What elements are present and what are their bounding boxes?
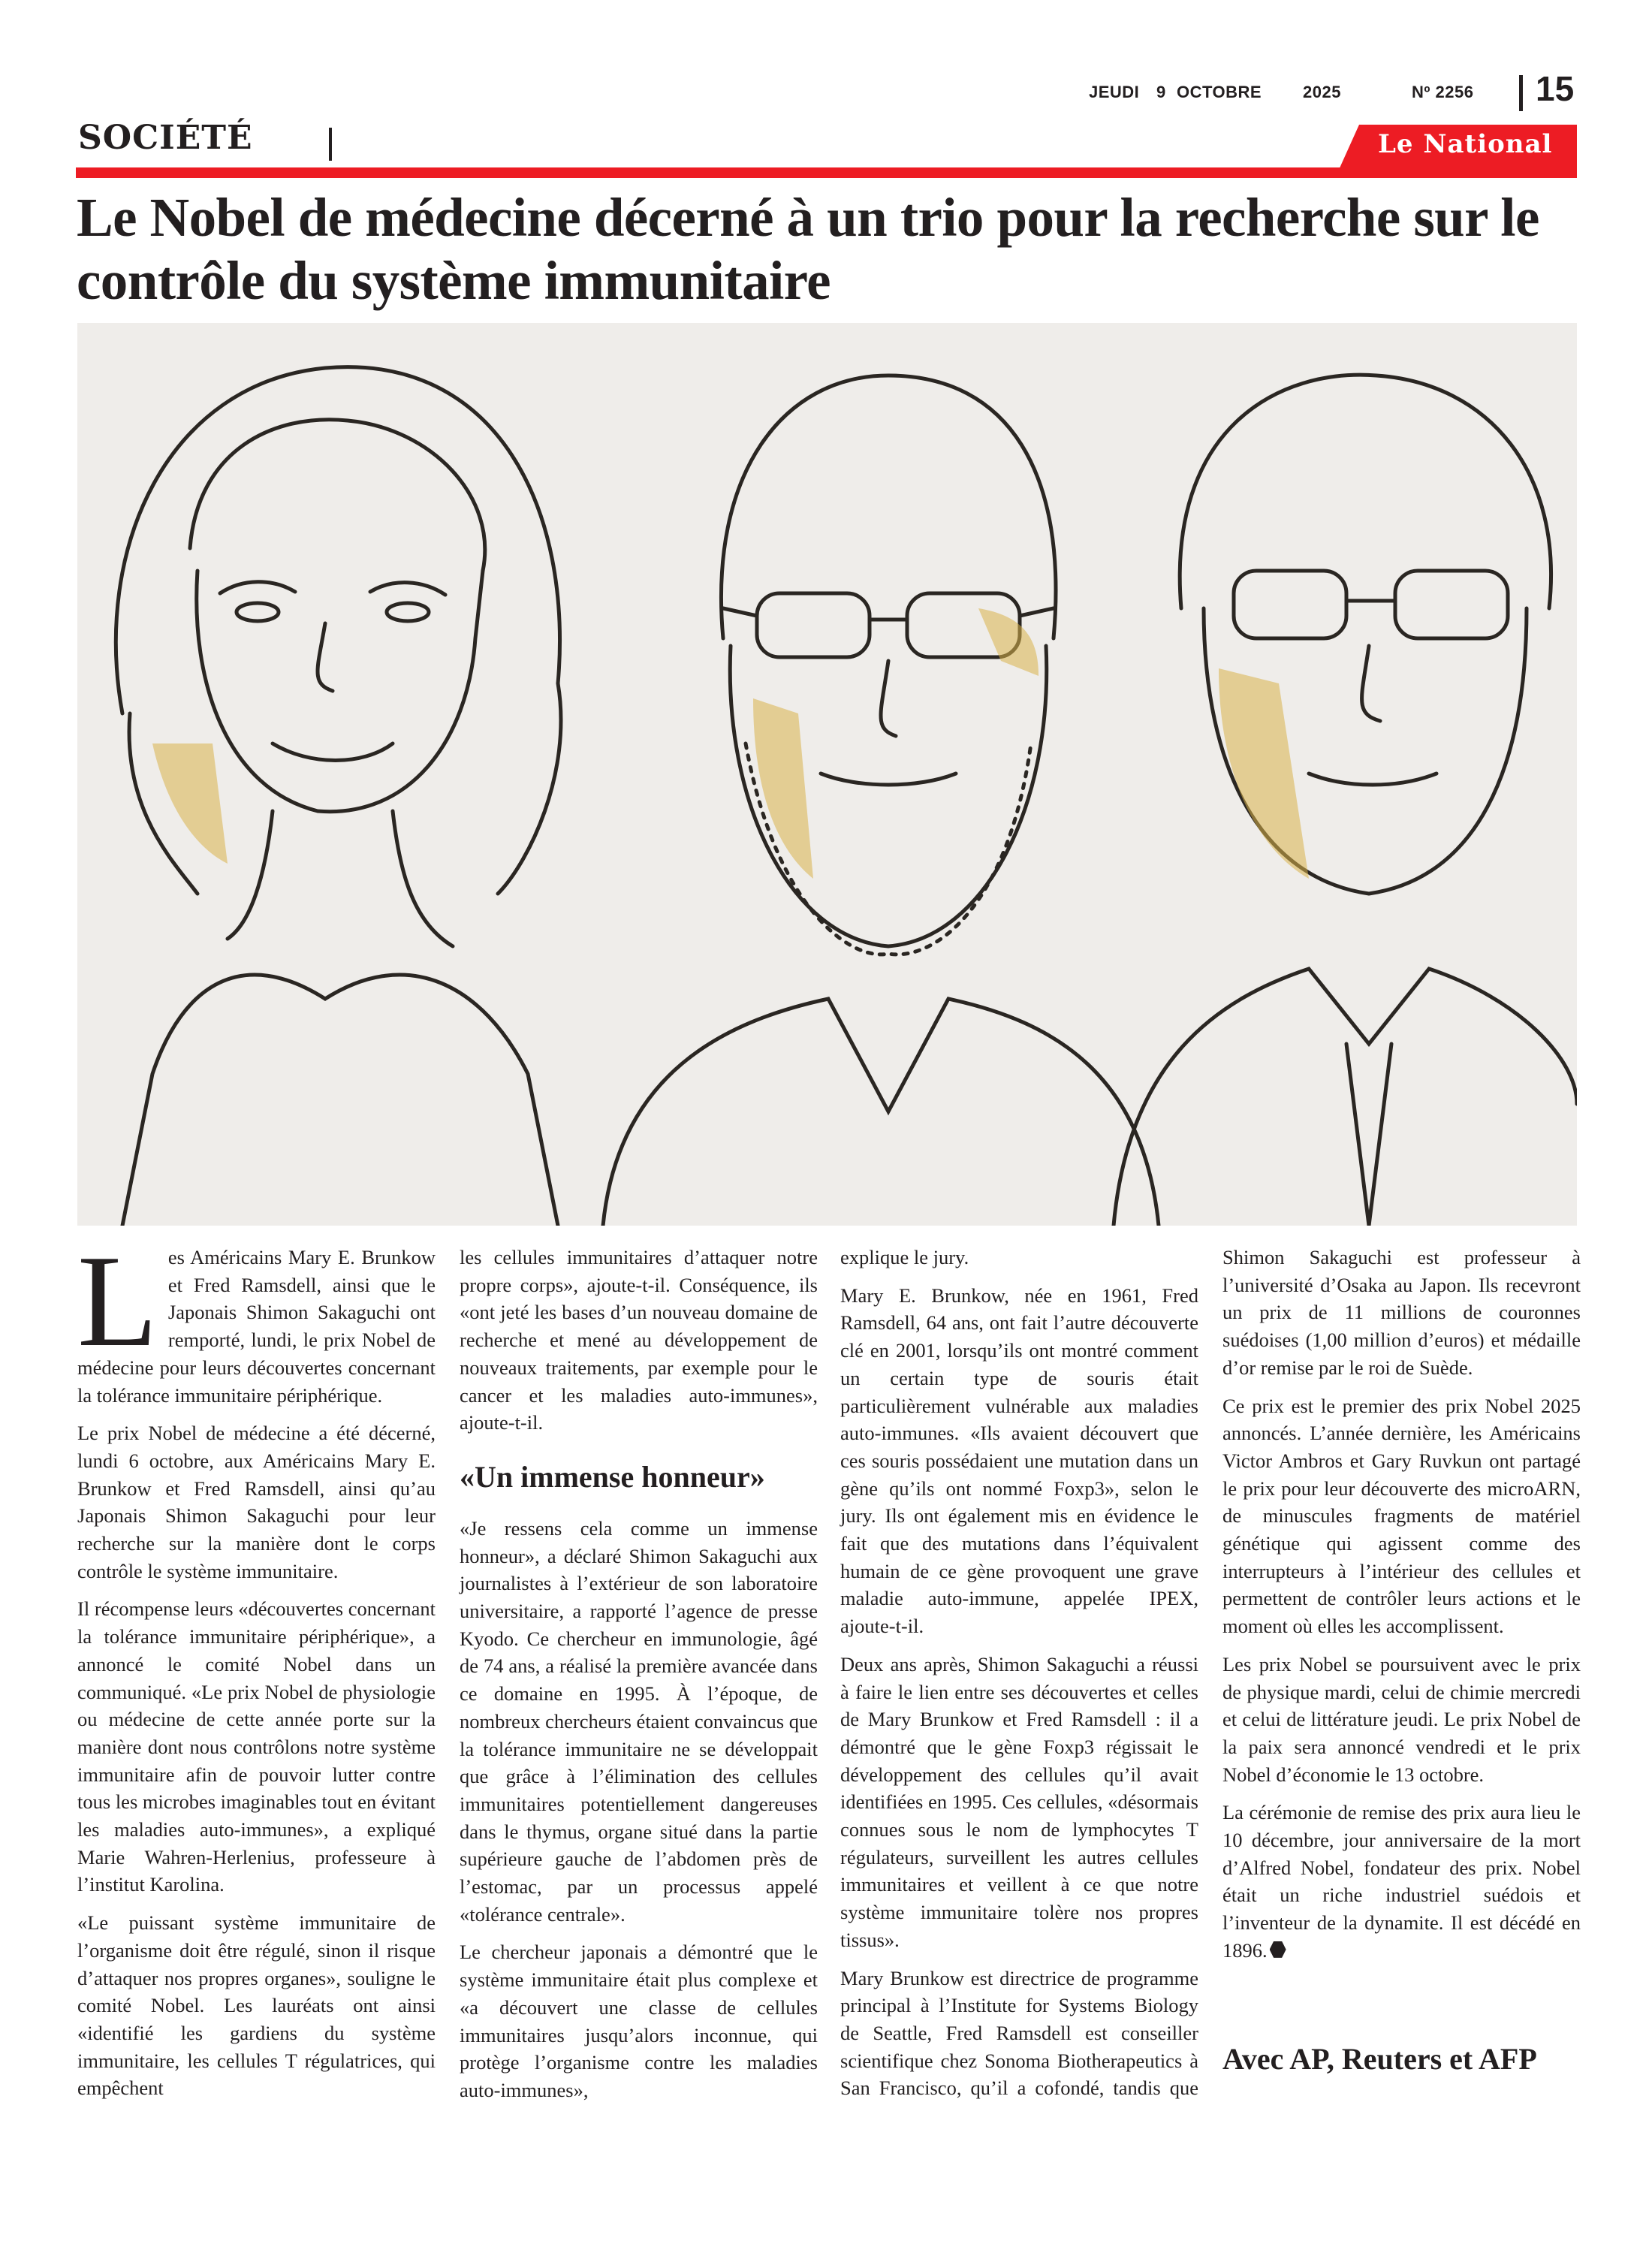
paragraph-text: La cérémonie de remise des prix aura lieu le 10 décembre, jour anniversaire de la mort d’Alfred Nobel, fondateur des prix. Nobel était un riche industriel suédois et l’inventeur de la dynamite. Il est décédé en 1896. (1222, 1801, 1581, 1962)
paragraph: Le chercheur japonais a démontré que le système immunitaire était plus complexe et «a découvert une classe de cellules immunitaires jusqu’alors inconnue, qui protège l’organisme contre les maladies auto-immunes», (460, 1941, 818, 2101)
paragraph: Deux ans après, Shimon Sakaguchi a réussi à faire le lien entre ses découvertes et celles de Mary Brunkow et Fred Ramsdell : il a démontré que le gène Foxp3 régissait le développement des cellules qu’il avait identifiées en 1995. Ces cellules, «désormais connues sous le nom de lymphocytes T régulateurs, surveillent les autres cellules immunitaires et veillent à ce que notre système immunitaire tolère nos propres tissus». (840, 1652, 1198, 1951)
paragraph: Le prix Nobel de médecine a été décerné, lundi 6 octobre, aux Américains Mary E. Brunkow et Fred Ramsdell, ainsi qu’au Japonais Shimon Sakaguchi pour leur recherche sur la manière dont le corps contrôle le système immunitaire. (77, 1422, 436, 1582)
subheading: «Un immense honneur» (460, 1459, 765, 1494)
headline: Le Nobel de médecine décerné à un trio pour la recherche sur le contrôle du système immunitaire (77, 187, 1539, 311)
paragraph: Mary Brunkow est directrice de programme principal à l’Institute for Systems Biology de Seattle, Fred Ramsdell est conseiller scientifique chez Sonoma Biotherapeutics à San Francisco, qu’il a cofondé, tandis que (840, 1966, 1198, 2100)
article-column-3 (840, 1244, 1198, 2113)
paragraph: les cellules immunitaires d’attaquer notre propre corps», ajoute-t-il. Conséquence, ils «ont jeté les bases d’un nouveau domaine de recherche et mené au développement de nouveaux traitements, par exemple pour le cancer et les maladies auto-immunes», ajoute-t-il. (460, 1246, 818, 1434)
header-rule (76, 167, 1577, 178)
paragraph: Ce prix est le premier des prix Nobel 2025 annoncés. L’année dernière, les Américains Victor Ambros et Gary Ruvkun ont partagé le prix pour leur découverte des microARN, de minuscules fragments de matériel génétique qui agissent comme des interrupteurs à l’intérieur des cellules et permettent de contrôler leurs actions et le moment où elles les accomplissent. (1222, 1394, 1581, 1638)
paragraph (77, 1228, 436, 1409)
date-number: 9 (1156, 83, 1166, 101)
issue-number: Nº 2256 (1412, 83, 1474, 101)
paragraph: Shimon Sakaguchi est professeur à l’université d’Osaka au Japon. Ils recevront un prix de 11 millions de couronnes suédoises (1,00 million d’euros) et médaille d’or remise par le roi de Suède. (1222, 1246, 1581, 1379)
article-column-2 (460, 1244, 818, 2115)
end-of-article-icon (1270, 1941, 1286, 1958)
paragraph: «Je ressens cela comme un immense honneur», a déclaré Shimon Sakaguchi aux journalistes à l’extérieur de son laboratoire universitaire, a rapporté l’agence de presse Kyodo. Ce chercheur en immunologie, âgé de 74 ans, a réalisé la première avancée dans ce domaine en 1995. À l’époque, de nombreux chercheurs étaient convaincus que la tolérance immunitaire ne se développait que grâce à l’élimination des cellules immunitaires potentiellement dangereuses dans le thymus, organe situé dans la partie supérieure gauche de l’abdomen près de l’estomac, par un processus appelé «tolérance centrale». (460, 1516, 818, 1926)
section-divider (329, 128, 332, 161)
article-credit: Avec AP, Reuters et AFP (1222, 2041, 1537, 2076)
paragraph: explique le jury. (840, 1246, 969, 1268)
paragraph: Il récompense leurs «découvertes concernant la tolérance immunitaire périphérique», a annoncé le comité Nobel dans un communiqué. «Le prix Nobel de physiologie ou médecine de cette année porte sur la manière dont nous contrôlons notre système immunitaire afin de pouvoir lutter contre tous les microbes imaginables tout en évitant les maladies auto-immunes», a expliqué Marie Wahren-Herlenius, professeure à l’institut Karolina. (77, 1597, 436, 1896)
article-column-1 (77, 1228, 436, 2113)
paragraph: Mary E. Brunkow, née en 1961, Fred Ramsdell, 64 ans, ont fait l’autre découverte clé en 2001, lorsqu’ils ont montré comment un certain type de souris était particulièrement vulnérable aux maladies auto-immunes. «Ils avaient découvert que ces souris possédaient une mutation dans un gène qu’ils ont nommé Foxp3», selon le jury. Ils ont également mis en évidence le fait que des mutations dans l’équivalent humain de ce gène provoquent une grave maladie auto-immune, appelée IPEX, ajoute-t-il. (840, 1283, 1198, 1638)
paragraph: «Le puissant système immunitaire de l’organisme doit être régulé, sinon il risque d’attaquer nos propres organes», souligne le comité Nobel. Les lauréats ont ainsi «identifié les gardiens du système immunitaire, les cellules T régulatrices, qui empêchent (77, 1911, 436, 2100)
paragraph: Les prix Nobel se poursuivent avec le prix de physique mardi, celui de chimie mercredi et celui de littérature jeudi. Le prix Nobel de la paix sera annoncé vendredi et le prix Nobel d’économie le 13 octobre. (1222, 1652, 1581, 1786)
paragraph-text: es Américains Mary E. Brunkow et Fred Ramsdell, ainsi que le Japonais Shimon Sakaguchi ont remporté, lundi, le prix Nobel de médecine pour leurs découvertes concernant la tolérance immunitaire périphérique. (77, 1246, 436, 1407)
section-title: SOCIÉTÉ (78, 119, 253, 157)
date-day: JEUDI (1089, 83, 1140, 101)
date-month: OCTOBRE (1177, 83, 1262, 101)
laureates-illustration (77, 323, 1577, 1226)
article-column-4 (1222, 1244, 1581, 2076)
paragraph (1222, 1799, 1581, 1964)
page-number: 15 (1536, 69, 1575, 108)
drop-cap: L (77, 1228, 158, 1374)
page-number-divider (1519, 75, 1523, 111)
date-year: 2025 (1303, 83, 1341, 101)
brand-logo: Le National (1378, 129, 1553, 159)
